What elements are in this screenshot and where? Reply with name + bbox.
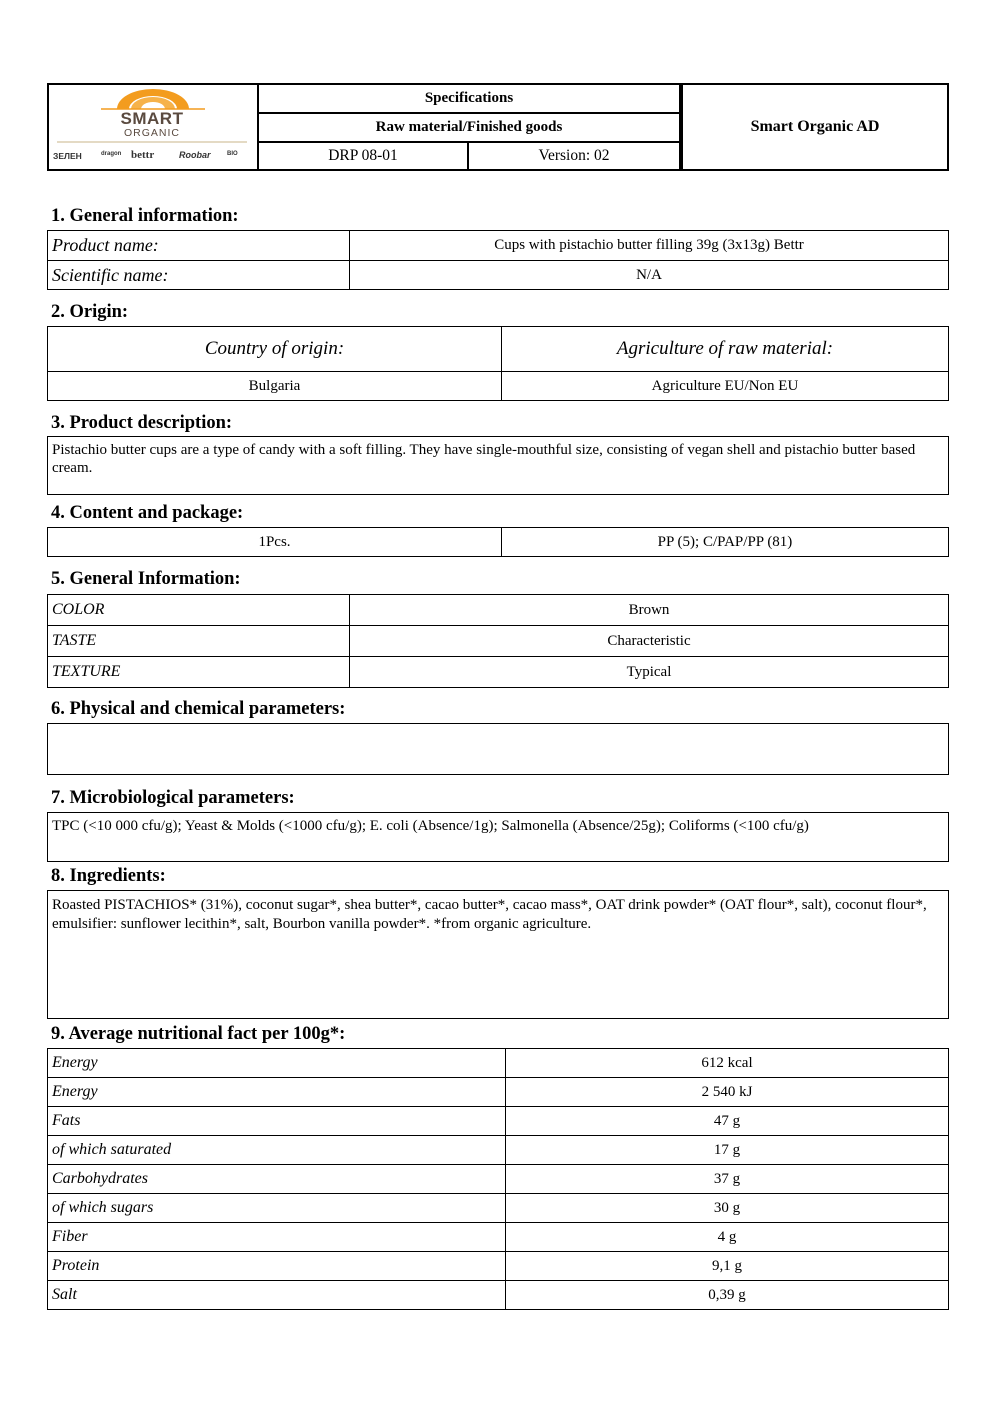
fats-label: Fats bbox=[48, 1107, 506, 1136]
fiber-value: 4 g bbox=[506, 1223, 949, 1252]
nutrition-table bbox=[47, 1048, 949, 1310]
table-row bbox=[48, 1078, 949, 1107]
agriculture-value: Agriculture EU/Non EU bbox=[502, 372, 949, 401]
doc-version: Version: 02 bbox=[468, 142, 680, 170]
table-row bbox=[48, 626, 949, 657]
table-row bbox=[48, 1136, 949, 1165]
energy-kj-label: Energy bbox=[48, 1078, 506, 1107]
texture-value: Typical bbox=[350, 657, 949, 688]
saturated-value: 17 g bbox=[506, 1136, 949, 1165]
table-row bbox=[48, 372, 949, 401]
product-name-value: Cups with pistachio butter filling 39g (3x13g) Bettr bbox=[350, 231, 949, 261]
energy-kj-value: 2 540 kJ bbox=[506, 1078, 949, 1107]
logo-cell bbox=[48, 84, 258, 170]
table-row bbox=[48, 261, 949, 290]
table-row bbox=[48, 595, 949, 626]
taste-value: Characteristic bbox=[350, 626, 949, 657]
country-origin-value: Bulgaria bbox=[48, 372, 502, 401]
spec-title: Specifications bbox=[258, 84, 680, 113]
company-name: Smart Organic AD bbox=[681, 83, 949, 171]
carbohydrates-label: Carbohydrates bbox=[48, 1165, 506, 1194]
sub-brand-dragon: dragon bbox=[101, 151, 122, 157]
smart-organic-logo bbox=[49, 85, 255, 169]
content-value: 1Pcs. bbox=[48, 528, 502, 557]
table-row bbox=[48, 1107, 949, 1136]
protein-label: Protein bbox=[48, 1252, 506, 1281]
brand-bottom: ORGANIC bbox=[123, 127, 180, 139]
sugars-value: 30 g bbox=[506, 1194, 949, 1223]
sub-brand-bio: BIO bbox=[227, 151, 238, 157]
scientific-name-label: Scientific name: bbox=[48, 261, 350, 290]
sugars-label: of which sugars bbox=[48, 1194, 506, 1223]
table-row bbox=[48, 528, 949, 557]
saturated-label: of which saturated bbox=[48, 1136, 506, 1165]
fiber-label: Fiber bbox=[48, 1223, 506, 1252]
section-micro-title: 7. Microbiological parameters: bbox=[51, 788, 295, 808]
doc-code: DRP 08-01 bbox=[258, 142, 468, 170]
sub-brand-bettr: bettr bbox=[131, 149, 155, 161]
table-row bbox=[48, 1049, 949, 1078]
brand-top: SMART bbox=[120, 109, 184, 128]
ingredients-box: Roasted PISTACHIOS* (31%), coconut sugar*, shea butter*, cacao butter*, cacao mass*, OAT drink powder* (OAT flour*, salt), coconut flour*, emulsifier: sunflower lecithin*, salt, Bourbon vanilla powder*. *from organic agriculture. bbox=[47, 890, 949, 1019]
table-row bbox=[48, 1165, 949, 1194]
scientific-name-value: N/A bbox=[350, 261, 949, 290]
section-ingredients-title: 8. Ingredients: bbox=[51, 866, 166, 886]
color-label: COLOR bbox=[48, 595, 350, 626]
section-content-title: 4. Content and package: bbox=[51, 503, 244, 523]
spec-subtitle: Raw material/Finished goods bbox=[258, 113, 680, 142]
package-value: PP (5); C/PAP/PP (81) bbox=[502, 528, 949, 557]
section-organoleptic-title: 5. General Information: bbox=[51, 569, 241, 589]
energy-kcal-value: 612 kcal bbox=[506, 1049, 949, 1078]
physchem-box bbox=[47, 723, 949, 775]
country-origin-label: Country of origin: bbox=[48, 327, 502, 372]
energy-kcal-label: Energy bbox=[48, 1049, 506, 1078]
header-table bbox=[47, 83, 681, 171]
general-info-table bbox=[47, 230, 949, 290]
salt-label: Salt bbox=[48, 1281, 506, 1310]
sub-brand-zelen: ЗЕЛЕН bbox=[53, 151, 82, 161]
section-description-title: 3. Product description: bbox=[51, 413, 233, 433]
protein-value: 9,1 g bbox=[506, 1252, 949, 1281]
fats-value: 47 g bbox=[506, 1107, 949, 1136]
table-row bbox=[48, 1252, 949, 1281]
table-row bbox=[48, 657, 949, 688]
section-origin-title: 2. Origin: bbox=[51, 302, 129, 322]
table-row bbox=[48, 1223, 949, 1252]
content-package-table bbox=[47, 527, 949, 557]
section-nutrition-title: 9. Average nutritional fact per 100g*: bbox=[51, 1024, 346, 1044]
table-row bbox=[48, 1194, 949, 1223]
section-physchem-title: 6. Physical and chemical parameters: bbox=[51, 699, 346, 719]
product-name-label: Product name: bbox=[48, 231, 350, 261]
organoleptic-table bbox=[47, 594, 949, 688]
micro-box: TPC (<10 000 cfu/g); Yeast & Molds (<1000 cfu/g); E. coli (Absence/1g); Salmonella (Absence/25g); Coliforms (<100 cfu/g) bbox=[47, 812, 949, 862]
section-general-title: 1. General information: bbox=[51, 206, 239, 226]
origin-table bbox=[47, 326, 949, 401]
taste-label: TASTE bbox=[48, 626, 350, 657]
color-value: Brown bbox=[350, 595, 949, 626]
table-row bbox=[48, 231, 949, 261]
table-row bbox=[48, 1281, 949, 1310]
carbohydrates-value: 37 g bbox=[506, 1165, 949, 1194]
texture-label: TEXTURE bbox=[48, 657, 350, 688]
salt-value: 0,39 g bbox=[506, 1281, 949, 1310]
product-description-box: Pistachio butter cups are a type of candy with a soft filling. They have single-mouthful size, consisting of vegan shell and pistachio butter based cream. bbox=[47, 436, 949, 495]
sub-brand-roobar: Roobar bbox=[179, 150, 211, 160]
agriculture-label: Agriculture of raw material: bbox=[502, 327, 949, 372]
table-row bbox=[48, 327, 949, 372]
